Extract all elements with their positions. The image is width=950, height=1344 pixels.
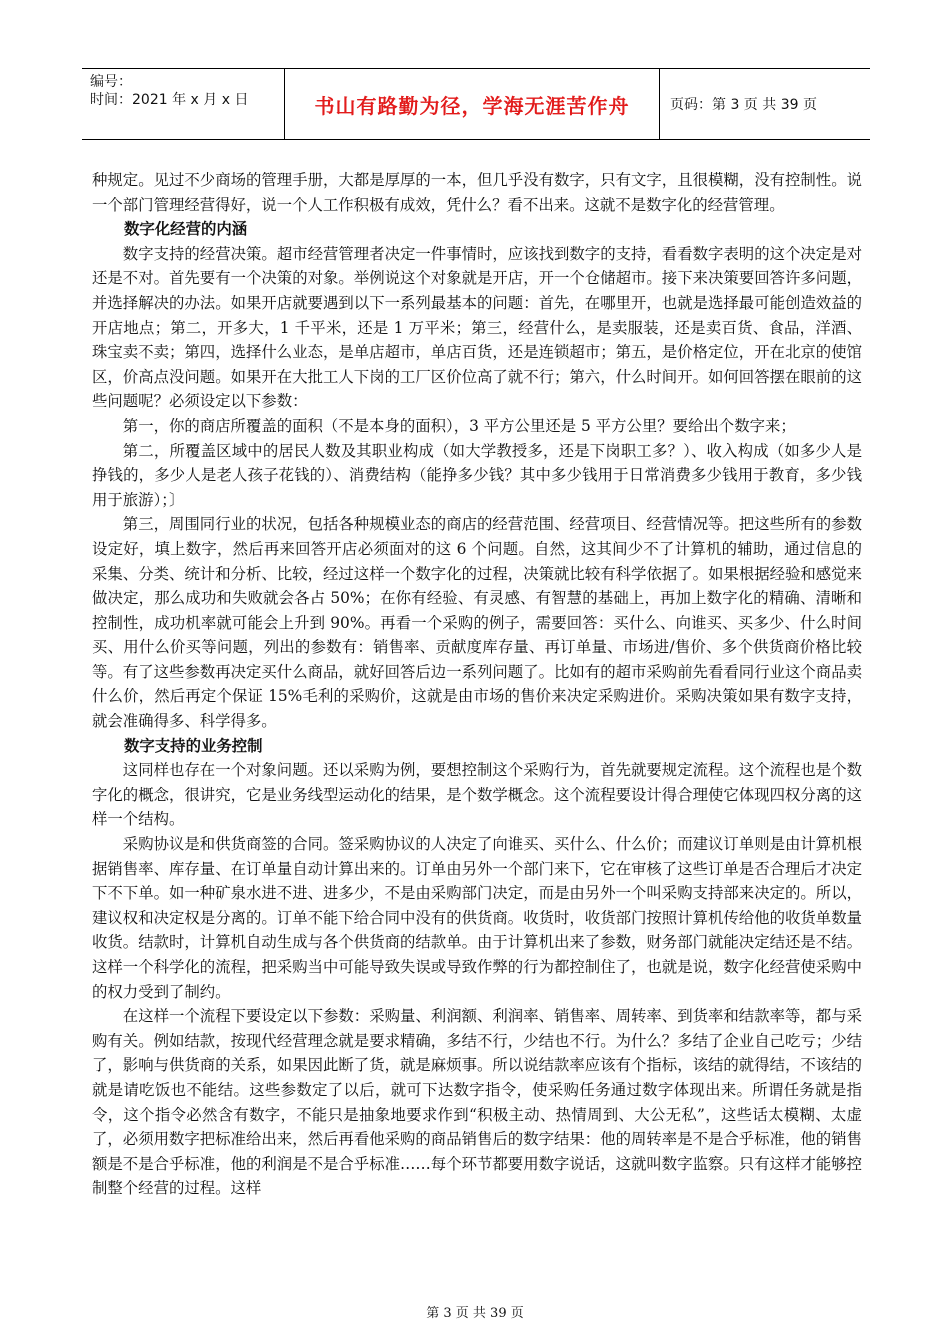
page-header — [82, 68, 870, 140]
document-body — [92, 168, 862, 1201]
paragraph: 第一，你的商店所覆盖的面积（不是本身的面积），3 平方公里还是 5 平方公里？要给出个数字来； — [122, 416, 796, 435]
time-label: 时间：2021 年 x 月 x 日 — [90, 92, 249, 108]
paragraph: 第三，周围同行业的状况，包括各种规模业态的商店的经营范围、经营项目、经营情况等。把这些所有的参数设定好，填上数字，然后再来回答开店必须面对的这 6 个问题。自然，这其间少不了计算机的辅助，通过信息的采集、分类、统计和分析、比较，经过这样一个数字化的过程，决策就比较有科学依据了。如果根据经验和感觉来做决定，那么成功和失败就会各占 50%；在你有经验、有灵感、有智慧的基础上，再加上数字化的精确、清晰和控制性，成功机率就可能会上升到 90%。再看一个采购的例子，需要回答：买什么、向谁买、买多少、什么时间买、用什么价买等问题，列出的参数有：销售率、贡献度库存量、再订单量、市场进/售价、多个供货商价格比较等。有了这些参数再决定买什么商品，就好回答后边一系列问题了。比如有的超市采购前先看看同行业这个商品卖什么价，然后再定个保证 15%毛利的采购价，这就是由市场的售价来决定采购进价。采购决策如果有数字支持，就会准确得多、科学得多。 — [92, 515, 862, 731]
paragraph: 采购协议是和供货商签的合同。签采购协议的人决定了向谁买、买什么、什么价；而建议订单则是由计算机根据销售率、库存量、在订单量自动计算出来的。订单由另外一个部门来下，它在审核了这些订单是否合理后才决定下不下单。如一种矿泉水进不进、进多少，不是由采购部门决定，而是由另外一个叫采购支持部来决定的。所以，建议权和决定权是分离的。订单不能下给合同中没有的供货商。收货时，收货部门按照计算机传给他的收货单数量收货。结款时，计算机自动生成与各个供货商的结款单。由于计算机出来了参数，财务部门就能决定结还是不结。这样一个科学化的流程，把采购当中可能导致失误或导致作弊的行为都控制住了，也就是说，数字化经营使采购中的权力受到了制约。 — [92, 835, 862, 1001]
paragraph: 数字支持的经营决策。超市经营管理者决定一件事情时，应该找到数字的支持，看看数字表明的这个决定是对还是不对。首先要有一个决策的对象。举例说这个对象就是开店，开一个仓储超市。接下来决策要回答许多问题，并选择解决的办法。如果开店就要遇到以下一系列最基本的问题：首先，在哪里开，也就是选择最可能创造效益的开店地点；第二，开多大，1 千平米，还是 1 万平米；第三，经营什么，是卖服装，还是卖百货、食品，洋酒、珠宝卖不卖；第四，选择什么业态，是单店超市，单店百货，还是连锁超市；第五，是价格定位，开在北京的使馆区，价高点没问题。如果开在大批工人下岗的工厂区价位高了就不行；第六，什么时间开。如何回答摆在眼前的这些问题呢？必须设定以下参数： — [92, 244, 862, 411]
header-meta — [82, 69, 285, 139]
section-heading: 数字支持的业务控制 — [124, 736, 263, 755]
header-page-info: 页码：第 3 页 共 39 页 — [670, 97, 817, 113]
paragraph: 这同样也存在一个对象问题。还以采购为例，要想控制这个采购行为，首先就要规定流程。这个流程也是个数字化的概念，很讲究，它是业务线型运动化的结果，是个数学概念。这个流程要设计得合理使它体现四权分离的这样一个结构。 — [92, 761, 862, 829]
paragraph: 种规定。见过不少商场的管理手册，大都是厚厚的一本，但几乎没有数字，只有文字，且很模糊，没有控制性。说一个部门管理经营得好，说一个人工作积极有成效，凭什么？看不出来。这就不是数字化的经营管理。 — [92, 171, 862, 214]
page-footer: 第 3 页 共 39 页 — [426, 1306, 524, 1321]
header-motto: 书山有路勤为径，学海无涯苦作舟 — [285, 69, 660, 139]
number-label: 编号： — [90, 74, 132, 90]
paragraph: 在这样一个流程下要设定以下参数：采购量、利润额、利润率、销售率、周转率、到货率和结款率等，都与采购有关。例如结款，按现代经营理念就是要求精确，多结不行，少结也不行。为什么？多结了企业自己吃亏；少结了，影响与供货商的关系，如果因此断了货，就是麻烦事。所以说结款率应该有个指标，该结的就得结，不该结的就是请吃饭也不能结。这些参数定了以后，就可下达数字指令，使采购任务通过数字体现出来。所谓任务就是指令，这个指令必然含有数字，不能只是抽象地要求作到“积极主动、热情周到、大公无私”，这些话太模糊、太虚了，必须用数字把标准给出来，然后再看他采购的商品销售后的数字结果：他的周转率是不是合乎标准，他的销售额是不是合乎标准，他的利润是不是合乎标准……每个环节都要用数字说话，这就叫数字监察。只有这样才能够控制整个经营的过程。这样 — [92, 1007, 862, 1198]
section-heading: 数字化经营的内涵 — [124, 220, 248, 239]
paragraph: 第二，所覆盖区域中的居民人数及其职业构成（如大学教授多，还是下岗职工多？）、收入构成（如多少人是挣钱的，多少人是老人孩子花钱的）、消费结构（能挣多少钱？其中多少钱用于日常消费多少钱用于教育，多少钱用于旅游）；〕 — [92, 441, 862, 509]
